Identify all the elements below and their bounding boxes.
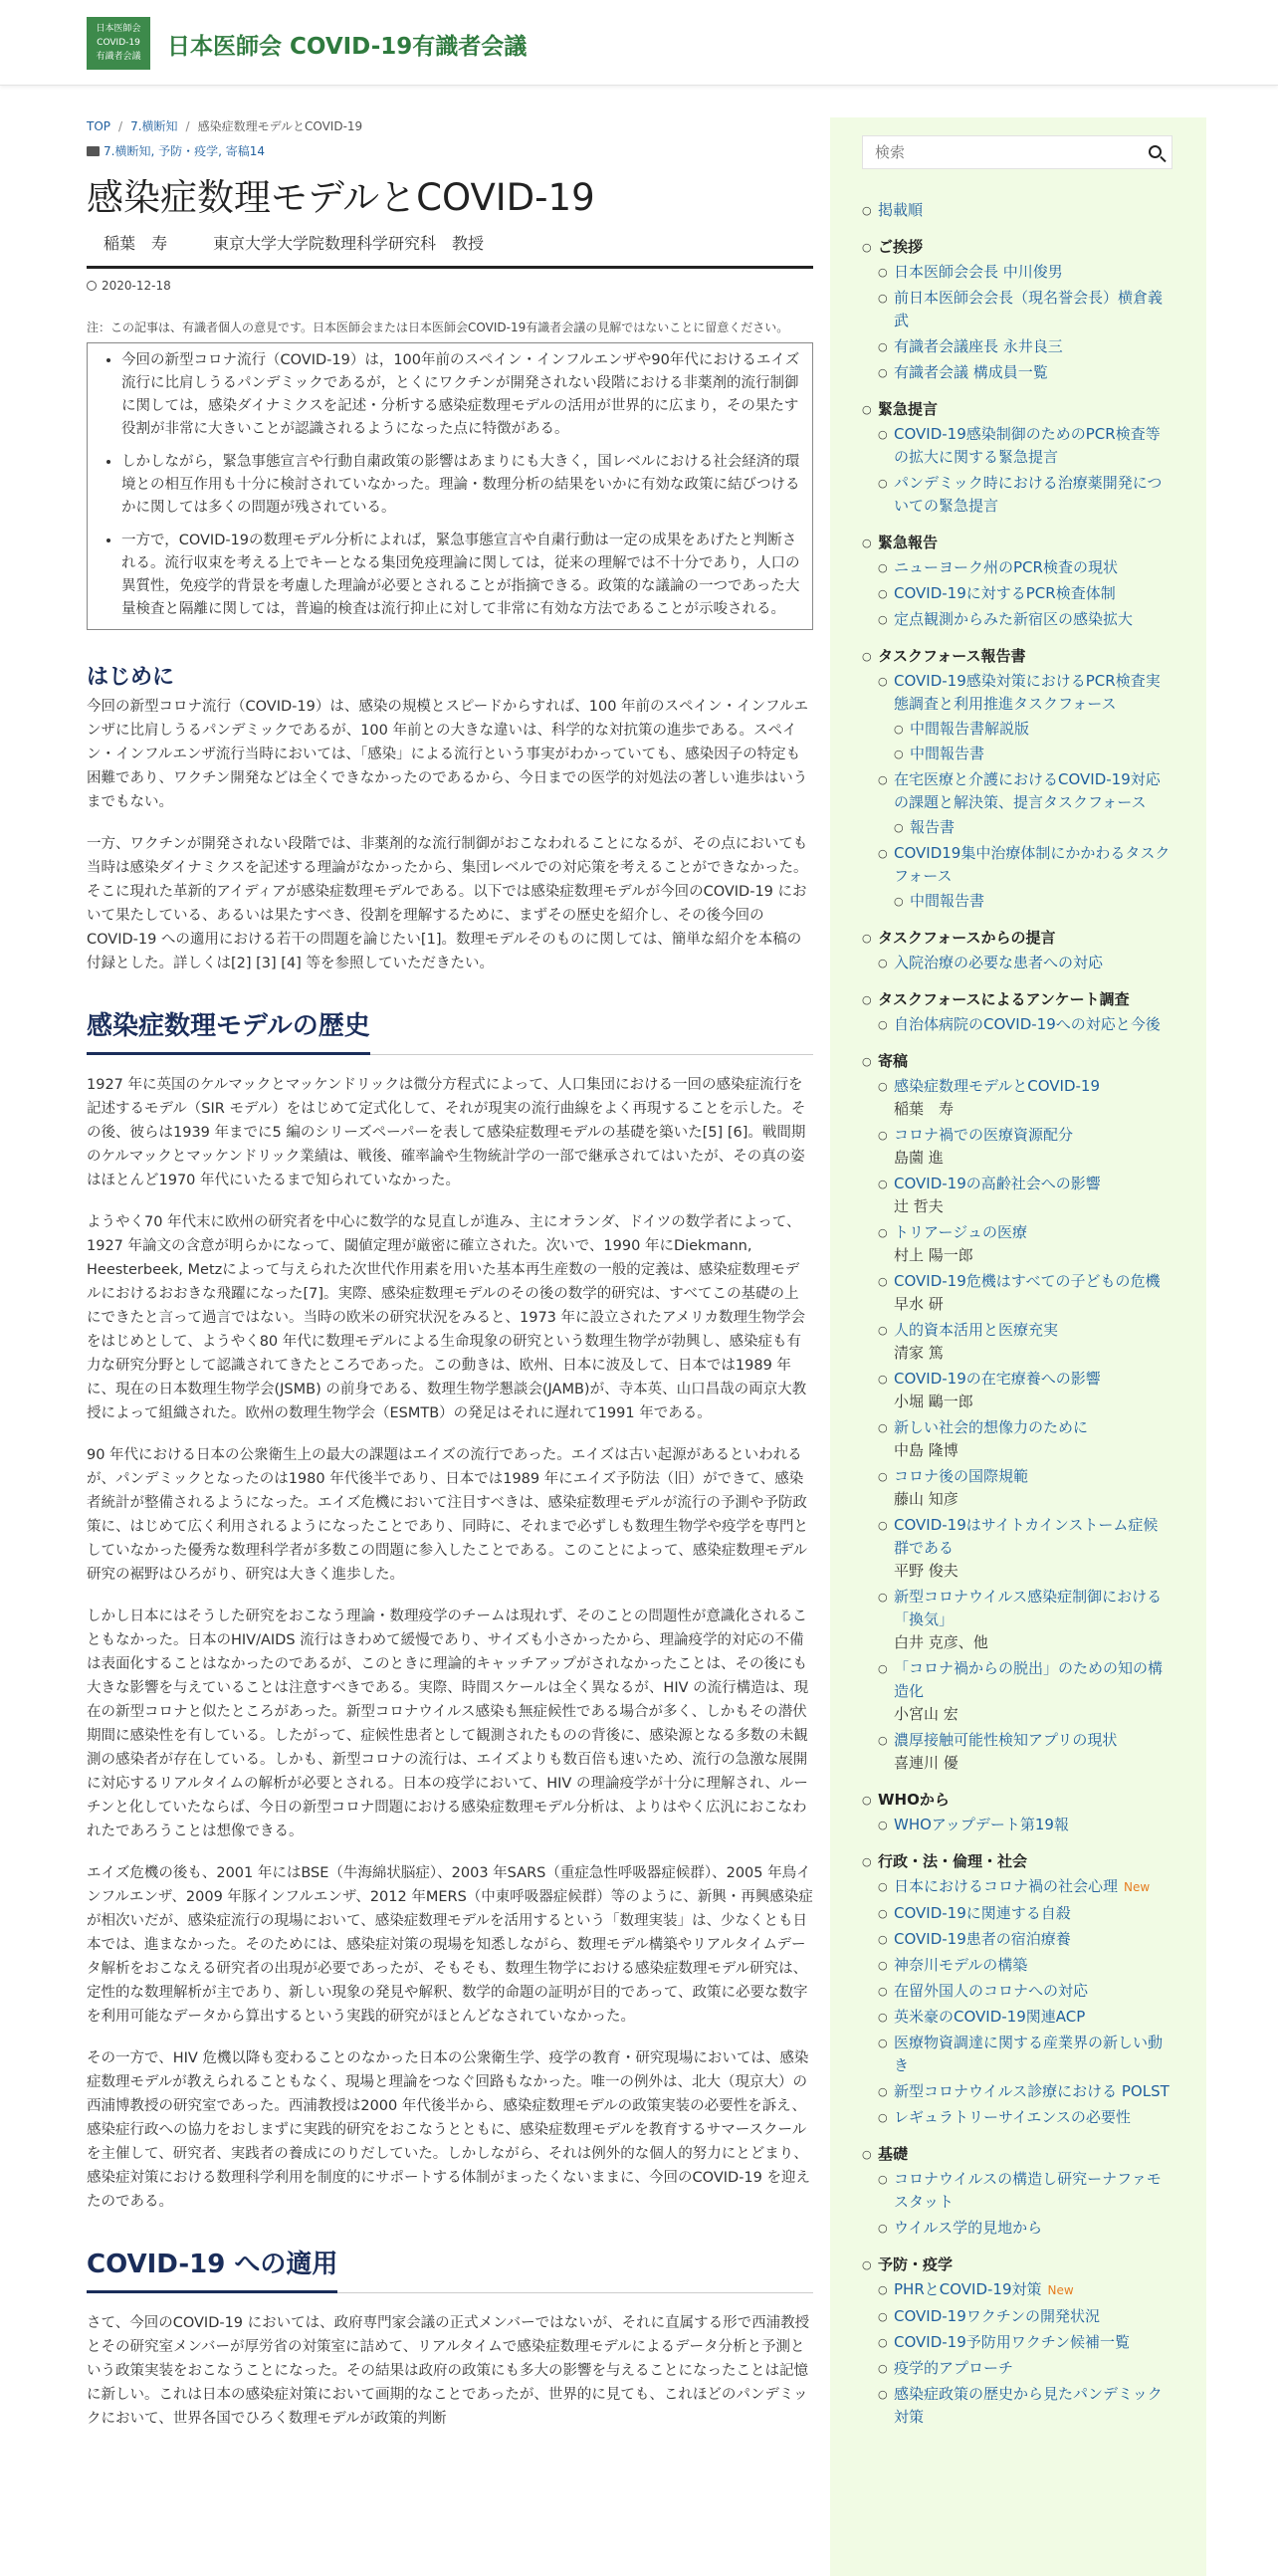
body-paragraph: 1927 年に英国のケルマックとマッケンドリックは微分方程式によって、人口集団における一回の感染症流行を記述するモデル（SIR モデル）をはじめて定式化して、それが現実の流行曲線をよく再現することを示した。その後、彼らは1939 年までに5 編のシリーズペーパーを表して感染症数理モデルの基礎を築いた[5] [6]。戦間期のケルマックとマッケンドリック業績は、戦後、確率論や生物統計学の一部で継承されてはいたが、その真の姿はほとんど1970 年代にいたるまで知られていなかった。	[87, 1077, 806, 1188]
sidebar-section	[862, 1850, 1172, 2129]
byline	[87, 231, 813, 269]
sidebar-link[interactable]: 掲載順	[878, 201, 924, 219]
sidebar-item	[878, 1270, 1172, 1316]
sidebar-group-label: 寄稿	[878, 1052, 909, 1070]
sidebar-author: 藤山 知彦	[894, 1490, 958, 1508]
sidebar-link[interactable]: 疫学的アプローチ	[894, 2359, 1014, 2377]
sidebar-subitem	[894, 743, 1172, 765]
folder-icon	[87, 146, 100, 156]
sidebar-link[interactable]: 在留外国人のコロナへの対応	[894, 1982, 1089, 2000]
sidebar-group-label: ご挨拶	[878, 238, 924, 256]
site-header	[0, 0, 1278, 86]
body-paragraph: しかし日本にはそうした研究をおこなう理論・数理疫学のチームは現れず、そのことの問題性が意識化されることもなかった。日本のHIV/AIDS 流行はきわめて緩慢であり、サイズも小さかったから、理論疫学的対応の不備は表面化することはなかったのであるが、このときに理論的キャッチアップがされなかったことは、その後にも大きな影響を与えていることは注意すべきである。実際、時間スケールは全く異なるが、HIV の流行構造は、現在の新型コロナと似たところがあった。新型コロナウイルス感染も無症候性である場合が多く、しかもその潜伏期間に感染性を有している。したがって、症候性患者として観測されたものの背後に、感染源となる多数の未観測の感染者が存在している。しかも、新型コロナの流行は、エイズよりも数百倍も速いため、流行の急激な展開に対応するリアルタイムの解析が必要とされる。日本の疫学において、HIV の理論疫学が十分に理解され、ルーチンと化していたならば、今日の新型コロナ問題における感染症数理モデル分析は、よりはやく広汎におこなわれたであろうことは想像できる。	[87, 1609, 809, 1839]
sidebar-link[interactable]: COVID-19の高齢社会への影響	[894, 1175, 1101, 1192]
sidebar-item	[878, 1013, 1172, 1036]
sidebar-author: 喜連川 優	[894, 1754, 958, 1772]
sidebar-link[interactable]: 医療物資調達に関する産業界の新しい動き	[894, 2034, 1164, 2074]
author-name: 稲葉 寿	[104, 234, 168, 253]
breadcrumb: TOP / 7.横断知 / 感染症数理モデルとCOVID-19	[87, 119, 363, 133]
sidebar-link[interactable]: COVID-19ワクチンの開発状況	[894, 2307, 1101, 2325]
sidebar-link[interactable]: 定点観測からみた新宿区の感染拡大	[894, 610, 1134, 628]
post-date-value: 2020-12-18	[102, 279, 171, 293]
sidebar-subitem	[894, 890, 1172, 913]
sidebar-link[interactable]: 中間報告書	[910, 892, 985, 910]
sidebar-author: 辻 哲夫	[894, 1197, 944, 1215]
sidebar-group-label: 緊急報告	[878, 534, 939, 551]
sidebar-group-label: 予防・疫学	[878, 2255, 954, 2273]
sidebar-item	[878, 1928, 1172, 1951]
sidebar-item	[878, 2006, 1172, 2029]
new-badge: New	[1047, 2283, 1074, 2297]
sidebar-link[interactable]: 有識者会議 構成員一覧	[894, 363, 1048, 381]
sidebar-item	[878, 608, 1172, 631]
sidebar	[830, 117, 1206, 2576]
history-heading: 感染症数理モデルの歴史	[87, 1005, 370, 1055]
sidebar-group-label: タスクフォース報告書	[878, 647, 1026, 665]
disclaimer-notice: 注：この記事は、有識者個人の意見です。日本医師会または日本医師会COVID-19有識者会議の見解ではないことに留意ください。	[87, 321, 789, 334]
new-badge: New	[1124, 1880, 1151, 1894]
sidebar-link[interactable]: ニューヨーク州のPCR検査の現状	[894, 558, 1118, 576]
sidebar-section	[862, 988, 1172, 1036]
search-input[interactable]	[863, 136, 1122, 168]
sidebar-author: 小堀 鷗一郎	[894, 1393, 973, 1410]
body-paragraph: さて、今回のCOVID-19 においては、政府専門家会議の正式メンバーではないが、それに直属する形で西浦教授とその研究室メンバーが厚労省の対策室に詰めて、リアルタイムで感染症数理モデルによるデータ分析と予測という政策実装をおこなうことになった。その結果は政府の政策にも多大の影響を与えることになったことは記憶に新しい。これは日本の感染症対策において画期的なことであったが、世界的に見ても、これほどのパンデミックにおいて、世界各国でひろく数理モデルが政策的判断	[87, 2315, 810, 2427]
sidebar-link[interactable]: COVID-19に対するPCR検査体制	[894, 584, 1116, 602]
summary-item: • 一方で，COVID-19の数理モデル分析によれば，緊急事態宣言や自粛行動は一定の成果をあげたと判断される。流行収束を考える上でキーとなる集団免疫理論に関しては，従来の理解では不十分であり，人口の異質性，免疫学的背景を考慮した理論が必要とされることが指摘できる。政策的な議論の一つであった大量検査と隔離に関しては，普遍的検査は流行抑止に対して非常に有効な方法であることが示唆される。	[121, 530, 800, 621]
sidebar-link[interactable]: 入院治療の必要な患者への対応	[894, 954, 1104, 971]
sidebar-item	[878, 1586, 1172, 1654]
sidebar-link[interactable]: 在宅医療と介護におけるCOVID-19対応の課題と解決策、提言タスクフォース	[894, 770, 1161, 811]
logo-line: 日本医師会	[96, 24, 141, 34]
body-paragraph: エイズ危機の後も、2001 年にはBSE（牛海綿状脳症）、2003 年SARS（重症急性呼吸器症候群）、2005 年鳥インフルエンザ、2009 年豚インフルエンザ、2012 年MERS（中東呼吸器症候群）等のように、新興・再興感染症が相次いだが、感染症流行の現場において、感染症数理モデルを活用するという「数理実装」は、少なくとも日本では、進まなかった。そのためには、感染症対策の現場を知悉しながら、数理モデル構築やリアルタイムデータ解析をおこなえる研究者の出現が必要であったが、そもそも、数理生物学における感染症数理モデル研究は、定性的な数理解析が主であり、新しい現象の発見や解釈、数学的命題の証明が目的であって、政策に必要な数字を利用可能なデータから算出するという実践的研究がほとんどなされていなかった。	[87, 1865, 813, 2025]
page-title: 感染症数理モデルとCOVID-19	[87, 176, 595, 219]
sidebar-author: 稲葉 寿	[894, 1100, 955, 1118]
sidebar-group-label: 基礎	[878, 2145, 909, 2163]
sidebar-section	[862, 927, 1172, 974]
sidebar-section	[862, 236, 1172, 384]
sidebar-link[interactable]: 自治体病院のCOVID-19への対応と今後	[894, 1015, 1161, 1033]
site-logo[interactable]	[87, 17, 150, 70]
summary-item: • しかしながら，緊急事態宣言や行動自粛政策の影響はあまりにも大きく，国レベルにおける社会経済的環境との相互作用も十分に検討されていなかった。理論・数理分析の結果をいかに有効な政策に結びつけるかに関しては多くの問題が残されている。	[121, 451, 800, 520]
sidebar-link[interactable]: 新しい社会的想像力のために	[894, 1418, 1089, 1436]
sidebar-item	[878, 842, 1172, 913]
article-main	[87, 117, 813, 2431]
sidebar-item	[878, 1729, 1172, 1775]
sidebar-item	[878, 2357, 1172, 2380]
sidebar-author: 島薗 進	[894, 1149, 944, 1167]
sidebar-item	[878, 2383, 1172, 2429]
sidebar-link[interactable]: 新型コロナウイルス感染症制御における「換気」	[894, 1588, 1163, 1628]
sidebar-author: 白井 克彦、他	[894, 1633, 988, 1651]
sidebar-link[interactable]: COVID-19はサイトカインストーム症候群である	[894, 1516, 1159, 1557]
body-paragraph: 今回の新型コロナ流行（COVID-19）は、感染の規模とスピードからすれば、100 年前のスペイン・インフルエンザに比肩しうるパンデミックであるが、100 年前との大きな違いは、科学的な対抗策の進歩である。スペイン・インフルエンザ流行当時においては、「感染」による流行という事実がわかっていても、感染因子の特定も困難であり、ワクチン開発などは全くできなかったのであるから、今日までの医学的対処法の著しい進歩はいうまでもない。	[87, 699, 808, 810]
sidebar-link[interactable]: 感染症数理モデルとCOVID-19	[894, 1077, 1101, 1095]
sidebar-link[interactable]: 中間報告書	[910, 745, 985, 762]
sidebar-author: 村上 陽一郎	[894, 1246, 973, 1264]
sidebar-item	[878, 1814, 1172, 1836]
sidebar-item	[878, 1173, 1172, 1218]
sidebar-link[interactable]: 「コロナ禍からの脱出」のための知の構造化	[894, 1659, 1164, 1700]
sidebar-link[interactable]: 日本におけるコロナ禍の社会心理	[894, 1877, 1119, 1895]
sidebar-item	[878, 287, 1172, 332]
sidebar-item	[878, 1221, 1172, 1267]
sidebar-link[interactable]: 中間報告書解説版	[910, 720, 1030, 738]
sidebar-author: 清家 篤	[894, 1344, 944, 1362]
summary-item: • 今回の新型コロナ流行（COVID-19）は，100年前のスペイン・インフルエンザや90年代におけるエイズ流行に比肩しうるパンデミックであるが，とくにワクチンが開発されない段階における非薬剤的流行制御に関しては，感染ダイナミクスを記述・分析する感染症数理モデルの活用が世界的に広まり，その果たす役割が非常に大きいことが認識されるようになった点に特徴がある。	[121, 349, 800, 441]
sidebar-link[interactable]: 濃厚接触可能性検知アプリの現状	[894, 1731, 1118, 1749]
sidebar-link[interactable]: パンデミック時における治療薬開発についての緊急提言	[894, 474, 1163, 515]
sidebar-item	[878, 2217, 1172, 2240]
sidebar-item	[878, 2106, 1172, 2129]
sidebar-item	[878, 1980, 1172, 2003]
sidebar-link[interactable]: COVID-19危機はすべての子どもの危機	[894, 1272, 1161, 1290]
category-list	[87, 142, 813, 159]
sidebar-item	[878, 1368, 1172, 1413]
sidebar-link[interactable]: 英米豪のCOVID-19関連ACP	[894, 2008, 1086, 2026]
sidebar-item	[878, 2331, 1172, 2354]
body-paragraph: その一方で、HIV 危機以降も変わることのなかった日本の公衆衛生学、疫学の教育・研究現場においては、感染症数理モデルが教えられることもなく、現場と理論をつなぐ回路もなかった。唯一の例外は、北大（現京大）の西浦博教授の研究室であった。西浦教授は2000 年代後半から、感染症数理モデルの政策実装の必要性を訴え、感染症行政への協力をおしまずに実践的研究をおこなうとともに、感染症数理モデルを教育するサマースクールを主催して、研究者、実践者の養成にのりだしていた。しかしながら、それは例外的な個人的努力にとどまり、感染症対策における数理科学利用を制度的にサポートする体制がまったくないままに、今回のCOVID-19 を迎えたのである。	[87, 2050, 810, 2210]
sidebar-item	[878, 1657, 1172, 1726]
sidebar-section	[862, 398, 1172, 518]
sidebar-section	[862, 1050, 1172, 1775]
sidebar-section	[862, 199, 1172, 222]
sidebar-link[interactable]: レギュラトリーサイエンスの必要性	[894, 2108, 1131, 2126]
clock-icon	[87, 281, 97, 291]
sidebar-item	[878, 1465, 1172, 1511]
breadcrumb-category-link[interactable]: 7.横断知	[130, 119, 178, 133]
sidebar-item	[878, 472, 1172, 518]
sidebar-item	[878, 2168, 1172, 2214]
sidebar-item	[878, 1514, 1172, 1583]
sidebar-author: 早水 研	[894, 1295, 944, 1313]
sidebar-item	[878, 952, 1172, 974]
sidebar-group-label: タスクフォースによるアンケート調査	[878, 990, 1130, 1008]
covid-heading: COVID-19 への適用	[87, 2244, 337, 2293]
body-paragraph: 一方、ワクチンが開発されない段階では、非薬剤的な流行制御がおこなわれることになるが、その点においても当時は感染ダイナミクスを記述する理論がなかったから、集団レベルでの対応策を考えることができなかった。そこに現れた革新的アイディアが感染症数理モデルである。以下では感染症数理モデルが今回のCOVID-19 において果たしている、あるいは果たすべき、役割を理解するために、まずその歴史を紹介し、その後今回のCOVID-19 への適用における若干の問題を論じたい[1]。数理モデルそのものに関しては、簡単な紹介を本稿の付録とした。詳しくは[2] [3] [4] 等を参照していただきたい。	[87, 836, 808, 971]
sidebar-item	[878, 261, 1172, 284]
sidebar-item	[878, 1416, 1172, 1462]
sidebar-item	[878, 556, 1172, 579]
sidebar-link[interactable]: COVID-19感染対策におけるPCR検査実態調査と利用推進タスクフォース	[894, 672, 1161, 713]
sidebar-author: 平野 俊夫	[894, 1562, 958, 1580]
sidebar-link[interactable]: 人的資本活用と医療充実	[894, 1321, 1059, 1339]
sidebar-link[interactable]: 日本医師会会長 中川俊男	[894, 263, 1063, 281]
author-affiliation: 東京大学大学院数理科学研究科 教授	[213, 234, 485, 253]
sidebar-subitem	[894, 816, 1172, 839]
sidebar-section	[862, 1789, 1172, 1836]
sidebar-link[interactable]: トリアージュの医療	[894, 1223, 1027, 1241]
sidebar-item	[878, 2278, 1172, 2302]
sidebar-section	[862, 2254, 1172, 2429]
sidebar-link[interactable]: ウイルス学的見地から	[894, 2219, 1043, 2237]
sidebar-item	[878, 1075, 1172, 1121]
sidebar-item	[878, 2080, 1172, 2103]
breadcrumb-current: 感染症数理モデルとCOVID-19	[197, 119, 363, 133]
category-links[interactable]: 7.横断知, 予防・疫学, 寄稿14	[104, 144, 265, 158]
sidebar-section	[862, 2143, 1172, 2240]
sidebar-section	[862, 645, 1172, 913]
sidebar-link[interactable]: COVID-19患者の宿泊療養	[894, 1930, 1071, 1948]
sidebar-author: 中島 隆博	[894, 1441, 958, 1459]
sidebar-link[interactable]: COVID-19感染制御のためのPCR検査等の拡大に関する緊急提言	[894, 425, 1161, 466]
sidebar-nav	[862, 199, 1172, 2429]
sidebar-section	[862, 532, 1172, 631]
sidebar-item	[878, 361, 1172, 384]
sidebar-item	[878, 2305, 1172, 2328]
sidebar-link[interactable]: PHRとCOVID-19対策	[894, 2280, 1042, 2298]
search-icon[interactable]	[1149, 145, 1162, 158]
sidebar-link[interactable]: 報告書	[910, 818, 956, 836]
intro-heading: はじめに	[87, 665, 175, 690]
sidebar-link[interactable]: COVID19集中治療体制にかかわるタスクフォース	[894, 844, 1171, 885]
sidebar-item	[878, 582, 1172, 605]
site-title-link[interactable]: 日本医師会 COVID-19有識者会議	[167, 34, 528, 60]
sidebar-item	[878, 768, 1172, 839]
sidebar-group-label: WHOから	[878, 1791, 950, 1809]
sidebar-link[interactable]: COVID-19に関連する自殺	[894, 1904, 1071, 1922]
sidebar-item	[878, 1902, 1172, 1925]
sidebar-item	[878, 2032, 1172, 2077]
search-box	[862, 135, 1172, 169]
sidebar-link[interactable]: 新型コロナウイルス診療における POLST	[894, 2082, 1170, 2100]
sidebar-link[interactable]: COVID-19の在宅療養への影響	[894, 1370, 1101, 1388]
sidebar-group-label: タスクフォースからの提言	[878, 929, 1056, 947]
body-paragraph: ようやく70 年代末に欧州の研究者を中心に数学的な見直しが進み、主にオランダ、ドイツの数学者によって、1927 年論文の含意が明らかになって、閾値定理が厳密に確立された。次いで、1990 年にDiekmann, Heesterbeek, Metzによって与えられた次世代作用素を用いた基本再生産数の一般的定義は、感染症数理モデルにおけるおおきな飛躍になった[7]。実際、感染症数理モデルのその後の数学的研究は、すべてこの基礎の上にできたと言って過言ではない。当時の欧米の研究状況をみると、1973 年に設立されたアメリカ数理生物学会をはじめとして、ようやく80 年代に数理モデルによる生命現象の研究という数理生物学が勃興し、感染症も有力な研究分野として認識されてきたところであった。この動きは、欧州、日本に波及して、日本では1989 年に、現在の日本数理生物学会(JSMB) の前身である、数理生物学懇談会(JAMB)が、寺本英、山口昌哉の両京大教授によって組織された。欧州の数理生物学会（ESMTB）の発足はそれに遅れて1991 年である。	[87, 1214, 807, 1421]
logo-line: 有識者会議	[96, 52, 141, 62]
sidebar-item	[878, 1319, 1172, 1365]
sidebar-link[interactable]: コロナ後の国際規範	[894, 1467, 1029, 1485]
breadcrumb-home-link[interactable]: TOP	[87, 119, 111, 133]
sidebar-link[interactable]: 有識者会議座長 永井良三	[894, 337, 1063, 355]
sidebar-link[interactable]: 感染症政策の歴史から見たパンデミック対策	[894, 2385, 1163, 2426]
sidebar-link[interactable]: コロナ禍での医療資源配分	[894, 1126, 1074, 1144]
sidebar-item	[878, 1875, 1172, 1899]
post-date	[87, 279, 813, 293]
sidebar-group-label: 緊急提言	[878, 400, 939, 418]
sidebar-link[interactable]: COVID-19予防用ワクチン候補一覧	[894, 2333, 1131, 2351]
sidebar-item	[878, 335, 1172, 358]
logo-line: COVID-19	[97, 38, 140, 48]
summary-box	[87, 342, 813, 630]
sidebar-item	[878, 670, 1172, 765]
sidebar-link[interactable]: 神奈川モデルの構築	[894, 1956, 1028, 1974]
sidebar-item	[878, 1954, 1172, 1977]
sidebar-author: 小宮山 宏	[894, 1705, 958, 1723]
sidebar-group-label: 行政・法・倫理・社会	[878, 1852, 1028, 1870]
sidebar-subitem	[894, 718, 1172, 741]
sidebar-item	[878, 423, 1172, 469]
body-paragraph: 90 年代における日本の公衆衛生上の最大の課題はエイズの流行であった。エイズは古い起源があるといわれるが、パンデミックとなったのは1980 年代後半であり、日本では1989 年にエイズ予防法（旧）ができて、感染者統計が整備されるようになった。エイズ危機において注目すべきは、感染症数理モデルが流行の予測や予防政策に、はじめて広く利用されるようになったことであり、同時に、それまで必ずしも数理生物学や疫学を専門としていなかった優秀な数理科学者が多数この問題に参入したことである。このことによって、感染症数理モデル研究の裾野はひろがり、研究は大きく進歩した。	[87, 1447, 808, 1583]
sidebar-link[interactable]: WHOアップデート第19報	[894, 1816, 1069, 1833]
sidebar-item	[878, 1124, 1172, 1170]
sidebar-link[interactable]: 前日本医師会会長（現名誉会長）横倉義武	[894, 289, 1164, 329]
sidebar-link[interactable]: コロナウイルスの構造し研究ーナファモスタット	[894, 2170, 1162, 2211]
